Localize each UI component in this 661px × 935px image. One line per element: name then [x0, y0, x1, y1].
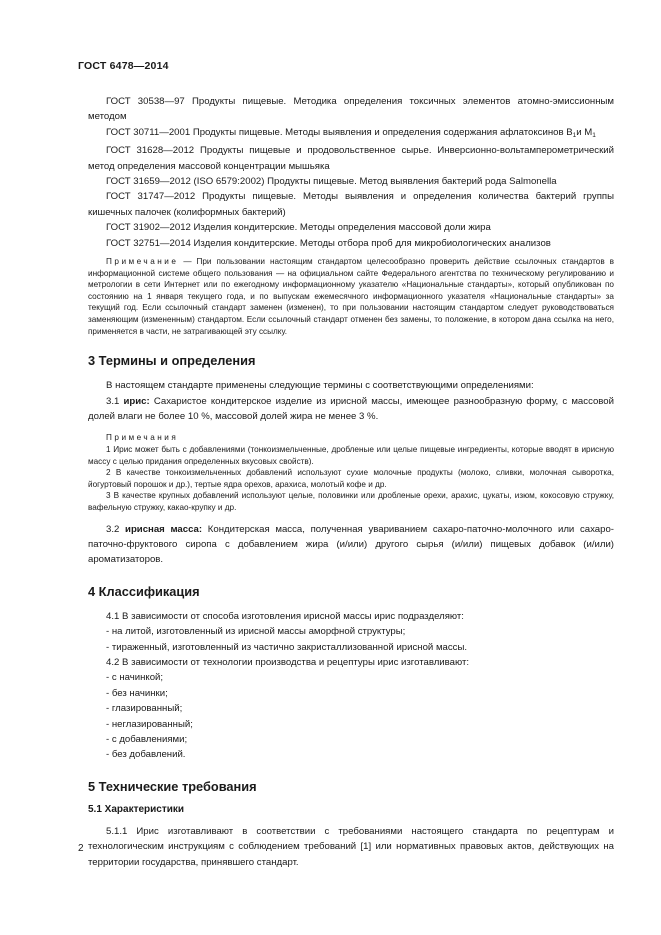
running-header: ГОСТ 6478—2014 [78, 60, 169, 72]
list-item: - глазированный; [106, 703, 183, 715]
section-3-title: 3 Термины и определения [88, 353, 256, 369]
section-5-title: 5 Технические требования [88, 778, 257, 794]
reference-item: ГОСТ 31628—2012 Продукты пищевые и продовольственное сырье. Инверсионно-вольтамперометрический метод определения массовой концентрации мышьяка [88, 145, 614, 172]
page-content [88, 94, 614, 870]
list-item: - на литой, изготовленный из ирисной массы аморфной структуры; [106, 626, 406, 638]
section-4-1: 4.1 В зависимости от способа изготовления ирисной массы ирис подразделяют: [106, 610, 464, 622]
note-item: 2 В качестве тонкоизмельченных добавлений используют сухие молочные продукты (молоко, сливки, молочная сыворотка, йогуртовый порошок и др.), тертые ядра орехов, арахиса, молотый кофе и др. [88, 468, 614, 489]
section-4-title: 4 Классификация [88, 583, 200, 599]
list-item: - неглазированный; [106, 718, 193, 730]
term-3-1: 3.1 ирис: Сахаристое кондитерское изделие из ирисной массы, имеющее разнообразную форму, с массовой долей влаги не более 10 %, массовой долей жира не менее 3 %. [88, 395, 614, 423]
term-3-2: 3.2 ирисная масса: Кондитерская масса, полученная увариванием сахаро-паточно-молочного или сахаро-паточно-фруктового сиропа с добавлением жира (и/или) другого сырья (и/или) пищевых добавок (и/или) ароматизаторов. [88, 523, 614, 566]
reference-item: ГОСТ 31659—2012 (ISO 6579:2002) Продукты пищевые. Метод выявления бактерий рода Salmonella [106, 176, 557, 188]
reference-item: ГОСТ 32751—2014 Изделия кондитерские. Методы отбора проб для микробиологических анализов [106, 237, 551, 249]
section-3-intro: В настоящем стандарте применены следующие термины с соответствующими определениями: [106, 380, 534, 392]
reference-item-aflatoxin: ГОСТ 30711—2001 Продукты пищевые. Методы выявления и определения содержания афлатоксинов $B_1и$ $M_1$ [106, 126, 596, 139]
page-number: 2 [78, 843, 84, 854]
note-item: 3 В качестве крупных добавлений используют целые, половинки или дробленые орехи, арахис, цукаты, изюм, кокосовую стружку, вафельную стружку, какао-крупку и др. [88, 491, 614, 512]
list-item: - тираженный, изготовленный из частично закристаллизованной ирисной массы. [106, 641, 468, 653]
reference-item: ГОСТ 30538—97 Продукты пищевые. Методика определения токсичных элементов атомно-эмиссионным методом [88, 96, 614, 123]
list-item: - без начинки; [106, 687, 168, 699]
list-item: - без добавлений. [106, 749, 186, 761]
section-5-1-1: 5.1.1 Ирис изготавливают в соответствии с требованиями настоящего стандарта по рецептурам и технологическим инструкциям с соблюдением требований [1] или нормативных правовых актов, действующих на территории государства, принявшего стандарт. [88, 825, 614, 868]
reference-item: ГОСТ 31902—2012 Изделия кондитерские. Методы определения массовой доли жира [106, 222, 491, 234]
reference-item: ГОСТ 31747—2012 Продукты пищевые. Методы выявления и определения количества бактерий группы кишечных палочек (колиформных бактерий) [88, 191, 614, 218]
subsection-5-1-title: 5.1 Характеристики [88, 803, 185, 815]
section-4-2: 4.2 В зависимости от технологии производства и рецептуры ирис изготавливают: [106, 657, 470, 669]
list-item: - с добавлениями; [106, 734, 188, 746]
list-item: - с начинкой; [106, 672, 164, 684]
notes-title: Примечания [106, 433, 179, 443]
references-note: Примечание — При пользовании настоящим стандартом целесообразно проверить действие ссылочных стандартов в информационной системе общего пользования — на официальном сайте Федерального агентства по техническому регулированию и метрологии в сети Интернет или по ежегодному информационному указателю «Национальные стандарты», который опубликован по состоянию на 1 января текущего года, и по выпускам ежемесячного информационного указателя «Национальные стандарты» за текущий год. Если ссылочный стандарт заменен (изменен), то при пользовании настоящим стандартом следует руководствоваться заменяющим (измененным) стандартом. Если ссылочный стандарт отменен без замены, то положение, в котором дана ссылка на него, применяется в части, не затрагивающей эту ссылку. [88, 257, 614, 336]
note-item: 1 Ирис может быть с добавлениями (тонкоизмельченные, дробленые или целые пищевые ингредиенты, которые вводят в ирисную массу с целью придания определенных вкусовых свойств). [88, 445, 614, 466]
